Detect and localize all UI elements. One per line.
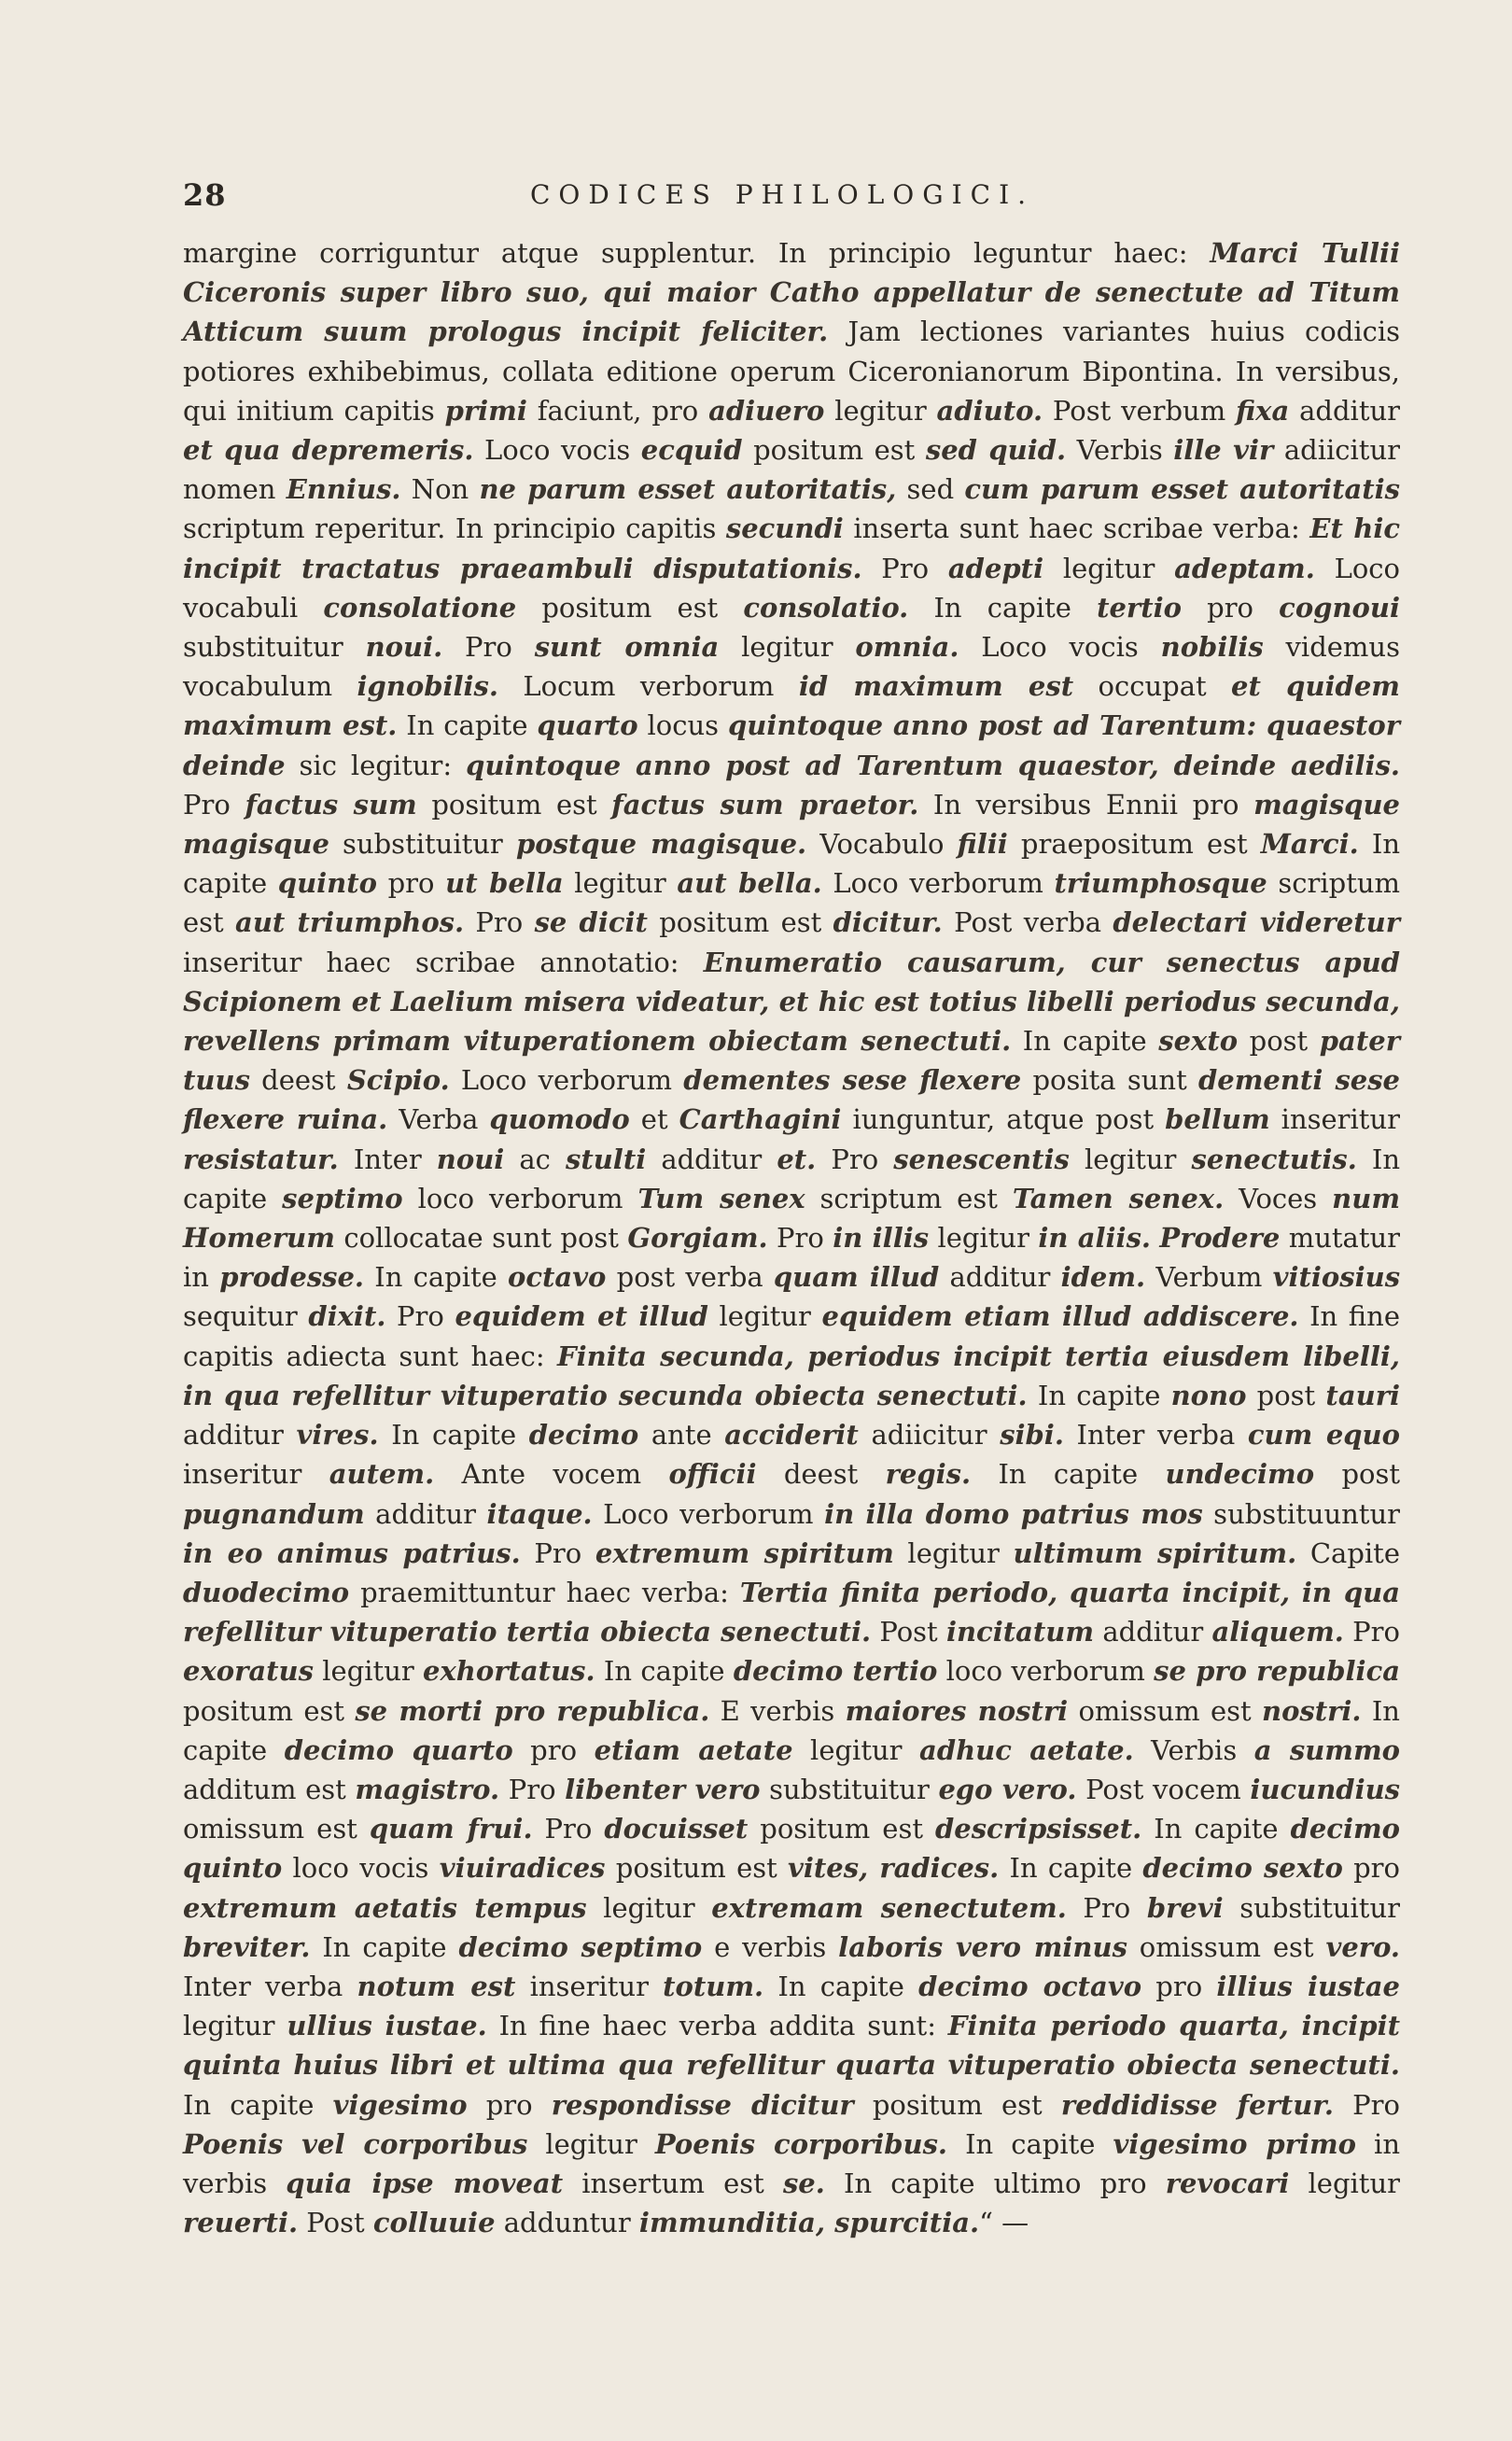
text-run: In versibus Ennii pro bbox=[918, 788, 1254, 821]
italic-text-run: vites, radices. bbox=[788, 1852, 1000, 1885]
text-run: Locum verborum bbox=[497, 670, 799, 703]
text-run: iunguntur, atque post bbox=[841, 1103, 1166, 1136]
text-run: Capite bbox=[1296, 1536, 1400, 1569]
running-title: CODICES PHILOLOGICI. bbox=[530, 179, 1035, 210]
italic-text-run: resistatur. bbox=[183, 1143, 339, 1175]
text-run: omissum est bbox=[183, 1813, 370, 1845]
italic-text-run: bellum bbox=[1165, 1103, 1270, 1136]
text-run: Inter bbox=[338, 1143, 437, 1175]
text-run: praemittuntur haec verba: bbox=[349, 1576, 740, 1608]
italic-text-run: ullius iustae. bbox=[287, 2010, 487, 2042]
text-run: pro bbox=[512, 1733, 595, 1766]
text-run: post bbox=[1246, 1379, 1326, 1411]
text-run: Pro bbox=[816, 1143, 894, 1175]
italic-text-run: dicitur. bbox=[833, 906, 943, 939]
italic-text-run: iucundius bbox=[1250, 1773, 1400, 1805]
italic-text-run: adeptam. bbox=[1174, 552, 1315, 584]
text-run: Loco vocis bbox=[959, 631, 1161, 664]
text-run: In capite bbox=[595, 1655, 734, 1688]
italic-text-run: se. bbox=[782, 2167, 825, 2199]
italic-text-run: se pro republica bbox=[1154, 1655, 1401, 1688]
body-paragraph bbox=[183, 233, 1400, 2242]
italic-text-run: et qua depremeris. bbox=[183, 434, 474, 467]
italic-text-run: ne parum esset autoritatis, bbox=[479, 473, 897, 506]
text-run: inseritur haec scribae annotatio: bbox=[183, 946, 704, 978]
italic-text-run: consolatio. bbox=[743, 591, 909, 624]
text-run: In capite bbox=[947, 2127, 1113, 2160]
text-run: Jam lectiones variantes huius codicis potiores exhibebimus, collata editione operum Ciceronianorum Bipontina. In versibus, qui initium capitis bbox=[183, 316, 1400, 427]
text-run: pro bbox=[1181, 591, 1280, 624]
text-run: pro bbox=[377, 867, 446, 900]
italic-text-run: vires. bbox=[296, 1419, 379, 1452]
text-run: In capite bbox=[1011, 1025, 1159, 1058]
text-run: Loco vocis bbox=[473, 434, 641, 467]
italic-text-run: extremam senectutem. bbox=[711, 1891, 1067, 1924]
italic-text-run: consolatione bbox=[323, 591, 517, 624]
text-run: omissum est bbox=[1068, 1694, 1262, 1727]
italic-text-run: nostri. bbox=[1261, 1694, 1362, 1727]
italic-text-run: adhuc aetate. bbox=[919, 1733, 1134, 1766]
text-run: loco vocis bbox=[282, 1852, 440, 1885]
italic-text-run: filii bbox=[957, 828, 1008, 861]
italic-text-run: id maximum est bbox=[798, 670, 1074, 703]
text-run: substituitur bbox=[329, 828, 516, 861]
italic-text-run: Tamen senex. bbox=[1012, 1182, 1225, 1214]
text-run: Loco verborum bbox=[449, 1064, 684, 1097]
italic-text-run: quomodo bbox=[489, 1103, 630, 1136]
italic-text-run: decimo octavo bbox=[918, 1970, 1142, 2002]
italic-text-run: notum est bbox=[357, 1970, 516, 2002]
text-run: legitur bbox=[1069, 1143, 1192, 1175]
text-run: Verbum bbox=[1145, 1261, 1273, 1294]
text-run: Pro bbox=[861, 552, 948, 584]
italic-text-run: adepti bbox=[947, 552, 1044, 584]
italic-text-run: laboris vero minus bbox=[838, 1930, 1127, 1963]
italic-text-run: postque magisque. bbox=[515, 828, 807, 861]
italic-text-run: vigesimo bbox=[332, 2088, 468, 2121]
text-run: ac bbox=[504, 1143, 566, 1175]
italic-text-run: noui bbox=[436, 1143, 505, 1175]
text-run: mutatur in bbox=[183, 1222, 1401, 1294]
text-run: In capite bbox=[183, 1694, 1400, 1766]
text-run: Pro bbox=[520, 1536, 595, 1569]
italic-text-run: septimo bbox=[282, 1182, 403, 1214]
italic-text-run: descripsisset. bbox=[935, 1813, 1142, 1845]
text-run: legitur bbox=[1289, 2167, 1400, 2199]
italic-text-run: et. bbox=[777, 1143, 817, 1175]
text-run: positum est bbox=[183, 1694, 356, 1727]
text-run: Pro bbox=[1334, 2088, 1400, 2121]
italic-text-run: aliquem. bbox=[1211, 1616, 1344, 1648]
italic-text-run: extremum aetatis tempus bbox=[183, 1891, 587, 1924]
italic-text-run: respondisse dicitur bbox=[551, 2088, 854, 2121]
text-run: In capite bbox=[183, 828, 1401, 900]
italic-text-run: quia ipse moveat bbox=[286, 2167, 564, 2199]
text-run: additur bbox=[1289, 394, 1401, 427]
italic-text-run: Tum senex bbox=[637, 1182, 805, 1214]
italic-text-run: Prodere bbox=[1159, 1222, 1281, 1255]
text-run: scriptum reperitur. In principio capitis bbox=[183, 512, 726, 545]
italic-text-run: ultimum spiritum. bbox=[1013, 1536, 1297, 1569]
text-run: ante bbox=[638, 1419, 725, 1452]
italic-text-run: cognoui bbox=[1279, 591, 1400, 624]
text-run: In capite ultimo pro bbox=[824, 2167, 1166, 2199]
text-run: In capite bbox=[999, 1852, 1143, 1885]
text-run: positum est bbox=[748, 1813, 935, 1845]
italic-text-run: Gorgiam. bbox=[627, 1222, 768, 1255]
text-run: inseritur bbox=[183, 1458, 329, 1491]
text-run: positum est bbox=[605, 1852, 789, 1885]
italic-text-run: prodesse. bbox=[219, 1261, 365, 1294]
italic-text-run: se dicit bbox=[534, 906, 648, 939]
text-run: positum est bbox=[516, 591, 744, 624]
italic-text-run: senectutis. bbox=[1191, 1143, 1357, 1175]
italic-text-run: vero. bbox=[1325, 1930, 1400, 1963]
italic-text-run: Poenis vel corporibus bbox=[183, 2127, 528, 2160]
text-run: legitur bbox=[719, 631, 856, 664]
text-run: In fine capitis adiecta sunt haec: bbox=[183, 1300, 1400, 1372]
italic-text-run: breviter. bbox=[183, 1930, 311, 1963]
italic-text-run: adiuto. bbox=[936, 394, 1043, 427]
text-run: pro bbox=[1342, 1852, 1400, 1885]
italic-text-run: triumphosque bbox=[1054, 867, 1267, 900]
text-run: Pro bbox=[1343, 1616, 1400, 1648]
italic-text-run: sunt omnia bbox=[534, 631, 720, 664]
text-run: Pro bbox=[499, 1773, 566, 1805]
italic-text-run: Finita periodo quarta, incipit quinta huius libri et ultima qua refellitur quarta vituperatio obiecta senectuti. bbox=[183, 2010, 1400, 2082]
italic-text-run: ignobilis. bbox=[357, 670, 498, 703]
italic-text-run: Poenis corporibus. bbox=[654, 2127, 948, 2160]
text-run: substituuntur bbox=[1202, 1497, 1400, 1530]
text-run: sequitur bbox=[183, 1300, 309, 1333]
italic-text-run: Carthagini bbox=[679, 1103, 842, 1136]
text-run: In capite bbox=[183, 1143, 1401, 1214]
italic-text-run: dementi sese flexere ruina. bbox=[183, 1064, 1401, 1136]
italic-text-run: fixa bbox=[1236, 394, 1290, 427]
text-run: Inter verba bbox=[183, 1970, 357, 2002]
italic-text-run: octavo bbox=[508, 1261, 607, 1294]
text-run: Vocabulo bbox=[806, 828, 958, 861]
italic-text-run: adiuero bbox=[708, 394, 825, 427]
italic-text-run: Tertia finita periodo, quarta incipit, in qua refellitur vituperatio tertia obiecta senectuti. bbox=[183, 1576, 1400, 1648]
italic-text-run: regis. bbox=[885, 1458, 972, 1491]
text-run: legitur bbox=[563, 867, 678, 900]
text-run: praepositum est bbox=[1007, 828, 1261, 861]
text-run: Post verba bbox=[942, 906, 1113, 939]
italic-text-run: brevi bbox=[1146, 1891, 1224, 1924]
text-run: additum est bbox=[183, 1773, 356, 1805]
italic-text-run: undecimo bbox=[1165, 1458, 1315, 1491]
page-header bbox=[179, 174, 1402, 218]
italic-text-run: vitiosius bbox=[1272, 1261, 1401, 1294]
italic-text-run: quinto bbox=[277, 867, 377, 900]
italic-text-run: extremum spiritum bbox=[595, 1536, 894, 1569]
italic-text-run: sed quid. bbox=[925, 434, 1067, 467]
italic-text-run: num Homerum bbox=[183, 1182, 1401, 1255]
text-run: Non bbox=[400, 473, 480, 506]
text-run: adiicitur nomen bbox=[183, 434, 1400, 506]
text-run: e verbis bbox=[702, 1930, 839, 1963]
text-run: legitur bbox=[1043, 552, 1175, 584]
text-run: locus bbox=[637, 709, 728, 742]
italic-text-run: colluuie bbox=[372, 2207, 496, 2239]
text-run: additur bbox=[939, 1261, 1061, 1294]
text-run: In capite bbox=[1027, 1379, 1171, 1411]
italic-text-run: ut bella bbox=[445, 867, 564, 900]
text-run: In capite bbox=[763, 1970, 919, 2002]
text-run: In capite bbox=[364, 1261, 509, 1294]
italic-text-run: decimo tertio bbox=[733, 1655, 938, 1688]
italic-text-run: duodecimo bbox=[183, 1576, 350, 1608]
italic-text-run: se morti pro republica. bbox=[355, 1694, 710, 1727]
text-run: scriptum est bbox=[805, 1182, 1013, 1214]
text-run: sic legitur: bbox=[285, 749, 467, 781]
italic-text-run: in illa domo patrius mos bbox=[824, 1497, 1203, 1530]
italic-text-run: delectari videretur bbox=[1113, 906, 1400, 939]
text-run: loco verborum bbox=[937, 1655, 1155, 1688]
italic-text-run: exoratus bbox=[183, 1655, 314, 1688]
text-run: inseritur bbox=[515, 1970, 664, 2002]
italic-text-run: tauri bbox=[1325, 1379, 1400, 1411]
text-run: Post bbox=[871, 1616, 946, 1648]
italic-text-run: in aliis. bbox=[1038, 1222, 1151, 1255]
text-run: loco verborum bbox=[402, 1182, 638, 1214]
text-run: substituitur bbox=[183, 631, 366, 664]
text-run: Loco vocabuli bbox=[183, 552, 1401, 624]
text-run: Pro bbox=[183, 788, 245, 821]
italic-text-run: et quidem maximum est. bbox=[183, 670, 1400, 742]
italic-text-run: ille vir bbox=[1173, 434, 1274, 467]
text-run: In capite bbox=[971, 1458, 1166, 1491]
italic-text-run: sibi. bbox=[1000, 1419, 1064, 1452]
italic-text-run: equidem etiam illud addiscere. bbox=[821, 1300, 1299, 1333]
text-run: Pro bbox=[442, 631, 535, 664]
italic-text-run: officii bbox=[668, 1458, 757, 1491]
italic-text-run: quarto bbox=[537, 709, 638, 742]
text-run: pro bbox=[467, 2088, 552, 2121]
text-run: E verbis bbox=[709, 1694, 846, 1727]
italic-text-run: quintoque anno post ad Tarentum quaestor, deinde aedilis. bbox=[466, 749, 1400, 781]
italic-text-run: decimo bbox=[528, 1419, 639, 1452]
italic-text-run: revocari bbox=[1165, 2167, 1290, 2199]
italic-text-run: ego vero. bbox=[938, 1773, 1077, 1805]
italic-text-run: sexto bbox=[1158, 1025, 1239, 1058]
italic-text-run: nono bbox=[1170, 1379, 1247, 1411]
text-run: In capite bbox=[1141, 1813, 1291, 1845]
italic-text-run: equidem et illud bbox=[455, 1300, 708, 1333]
italic-text-run: cum parum esset autoritatis bbox=[964, 473, 1401, 506]
italic-text-run: autem. bbox=[329, 1458, 435, 1491]
italic-text-run: aut triumphos. bbox=[235, 906, 465, 939]
text-run: post verba bbox=[606, 1261, 774, 1294]
text-run: legitur bbox=[893, 1536, 1014, 1569]
italic-text-run: Et hic incipit tractatus praeambuli disputationis. bbox=[183, 512, 1401, 584]
text-run: positum est bbox=[416, 788, 612, 821]
italic-text-run: cum equo bbox=[1247, 1419, 1400, 1452]
text-run: positum est bbox=[853, 2088, 1061, 2121]
text-run: In capite bbox=[378, 1419, 529, 1452]
italic-text-run: magistro. bbox=[355, 1773, 500, 1805]
italic-text-run: ecquid bbox=[640, 434, 743, 467]
italic-text-run: Finita secunda, periodus incipit tertia eiusdem libelli, in qua refellitur vituperatio secunda obiecta senectuti. bbox=[183, 1340, 1400, 1411]
text-run: Verba bbox=[387, 1103, 490, 1136]
italic-text-run: magisque magisque bbox=[183, 788, 1400, 861]
italic-text-run: factus sum praetor. bbox=[611, 788, 919, 821]
text-run: legitur bbox=[707, 1300, 822, 1333]
text-run: additur bbox=[364, 1497, 487, 1530]
text-run: additur bbox=[183, 1419, 297, 1452]
text-run: Ante vocem bbox=[434, 1458, 669, 1491]
text-run: margine corriguntur atque supplentur. In principio leguntur haec: bbox=[183, 237, 1211, 269]
text-run: positum est bbox=[742, 434, 926, 467]
text-run: Pro bbox=[532, 1813, 605, 1845]
text-run: legitur bbox=[183, 2010, 287, 2042]
italic-text-run: nobilis bbox=[1160, 631, 1264, 664]
text-run: additur bbox=[646, 1143, 777, 1175]
italic-text-run: quintoque anno post ad Tarentum: quaestor deinde bbox=[183, 709, 1400, 781]
text-run: Post verbum bbox=[1043, 394, 1237, 427]
text-run: In capite bbox=[310, 1930, 459, 1963]
text-run: inserta sunt haec scribae verba: bbox=[843, 512, 1310, 545]
text-run: In capite bbox=[183, 2088, 333, 2121]
italic-text-run: secundi bbox=[725, 512, 844, 545]
italic-text-run: dementes sese flexere bbox=[683, 1064, 1022, 1097]
italic-text-run: decimo quinto bbox=[183, 1813, 1400, 1885]
text-run: collocatae sunt post bbox=[334, 1222, 628, 1255]
text-run: substituitur bbox=[760, 1773, 939, 1805]
text-run: Verbis bbox=[1133, 1733, 1254, 1766]
italic-text-run: aut bella. bbox=[677, 867, 822, 900]
text-run: legitur bbox=[586, 1891, 712, 1924]
text-run: In capite bbox=[397, 709, 538, 742]
italic-text-run: maiores nostri bbox=[845, 1694, 1069, 1727]
text-run: et bbox=[629, 1103, 679, 1136]
italic-text-run: viuiradices bbox=[439, 1852, 606, 1885]
text-run: inseritur bbox=[1269, 1103, 1401, 1136]
text-run: Inter verba bbox=[1063, 1419, 1248, 1452]
italic-text-run: reuerti. bbox=[183, 2207, 299, 2239]
text-run: post bbox=[1314, 1458, 1401, 1491]
italic-text-run: acciderit bbox=[724, 1419, 859, 1452]
italic-text-run: vigesimo primo bbox=[1113, 2127, 1356, 2160]
text-run: pro bbox=[1141, 1970, 1217, 2002]
italic-text-run: in eo animus patrius. bbox=[183, 1536, 521, 1569]
text-run: faciunt, pro bbox=[526, 394, 709, 427]
italic-text-run: incitatum bbox=[945, 1616, 1095, 1648]
italic-text-run: pugnandum bbox=[183, 1497, 365, 1530]
italic-text-run: libenter vero bbox=[565, 1773, 761, 1805]
text-run: Post vocem bbox=[1076, 1773, 1251, 1805]
italic-text-run: in illis bbox=[833, 1222, 930, 1255]
text-run: positum est bbox=[647, 906, 833, 939]
text-run: legitur bbox=[929, 1222, 1039, 1255]
italic-text-run: Scipio. bbox=[346, 1064, 450, 1097]
text-run: omissum est bbox=[1127, 1930, 1326, 1963]
text-run: post bbox=[1238, 1025, 1320, 1058]
text-run: Voces bbox=[1224, 1182, 1333, 1214]
text-run: adduntur bbox=[495, 2207, 639, 2239]
text-run: legitur bbox=[792, 1733, 920, 1766]
text-run bbox=[1151, 1222, 1159, 1254]
italic-text-run: primi bbox=[444, 394, 527, 427]
italic-text-run: senescentis bbox=[893, 1143, 1070, 1175]
text-run: posita sunt bbox=[1021, 1064, 1198, 1097]
italic-text-run: Enumeratio causarum, cur senectus apud Scipionem et Laelium misera videatur, et hic est totius libelli periodus secunda, revellens primam vituperationem obiectam senectuti. bbox=[183, 946, 1400, 1058]
page-number: 28 bbox=[183, 177, 227, 213]
text-run: legitur bbox=[527, 2127, 655, 2160]
text-run: insertum est bbox=[563, 2167, 783, 2199]
text-run: “ — bbox=[979, 2207, 1029, 2239]
italic-text-run: tertio bbox=[1097, 591, 1182, 624]
text-run: scriptum est bbox=[183, 867, 1401, 939]
text-run: occupat bbox=[1073, 670, 1232, 703]
text-run: deest bbox=[756, 1458, 886, 1491]
text-run: Pro bbox=[767, 1222, 833, 1255]
text-run: in verbis bbox=[183, 2127, 1400, 2199]
text-run: In fine haec verba addita sunt: bbox=[486, 2010, 948, 2042]
italic-text-run: noui. bbox=[365, 631, 443, 664]
italic-text-run: docuisset bbox=[604, 1813, 749, 1845]
text-run: videmus vocabulum bbox=[183, 631, 1400, 703]
text-run: adiicitur bbox=[858, 1419, 1001, 1452]
italic-text-run: quam frui. bbox=[369, 1813, 533, 1845]
italic-text-run: Marci Tullii Ciceronis super libro suo, qui maior Catho appellatur de senectute ad Titum Atticum suum prologus incipit feliciter. bbox=[183, 237, 1401, 348]
italic-text-run: exhortatus. bbox=[423, 1655, 595, 1688]
italic-text-run: dixit. bbox=[308, 1300, 386, 1333]
text-run: In capite bbox=[908, 591, 1098, 624]
text-run: Loco verborum bbox=[592, 1497, 825, 1530]
text-run: additur bbox=[1094, 1616, 1212, 1648]
text-run: Post bbox=[298, 2207, 373, 2239]
text-run: deest bbox=[249, 1064, 347, 1097]
italic-text-run: itaque. bbox=[486, 1497, 593, 1530]
italic-text-run: pater tuus bbox=[183, 1025, 1400, 1097]
italic-text-run: quam illud bbox=[773, 1261, 940, 1294]
italic-text-run: reddidisse fertur. bbox=[1060, 2088, 1334, 2121]
text-run: Pro bbox=[385, 1300, 455, 1333]
italic-text-run: decimo quarto bbox=[284, 1733, 513, 1766]
text-run: legitur bbox=[824, 394, 937, 427]
italic-text-run: illius iustae bbox=[1216, 1970, 1401, 2002]
italic-text-run: decimo sexto bbox=[1142, 1852, 1343, 1885]
italic-text-run: omnia. bbox=[855, 631, 959, 664]
text-run: Pro bbox=[464, 906, 535, 939]
italic-text-run: etiam aetate bbox=[594, 1733, 793, 1766]
italic-text-run: idem. bbox=[1060, 1261, 1146, 1294]
italic-text-run: stulti bbox=[566, 1143, 647, 1175]
italic-text-run: totum. bbox=[663, 1970, 764, 2002]
italic-text-run: a summo bbox=[1253, 1733, 1400, 1766]
text-run: sed bbox=[896, 473, 965, 506]
text-run: Verbis bbox=[1066, 434, 1174, 467]
text-run: legitur bbox=[313, 1655, 424, 1688]
text-run: Pro bbox=[1066, 1891, 1147, 1924]
italic-text-run: decimo septimo bbox=[458, 1930, 703, 1963]
text-run: substituitur bbox=[1223, 1891, 1400, 1924]
italic-text-run: Marci. bbox=[1260, 828, 1359, 861]
italic-text-run: factus sum bbox=[245, 788, 417, 821]
italic-text-run: immunditia, spurcitia. bbox=[638, 2207, 980, 2239]
italic-text-run: Ennius. bbox=[286, 473, 401, 506]
text-run: Loco verborum bbox=[821, 867, 1055, 900]
